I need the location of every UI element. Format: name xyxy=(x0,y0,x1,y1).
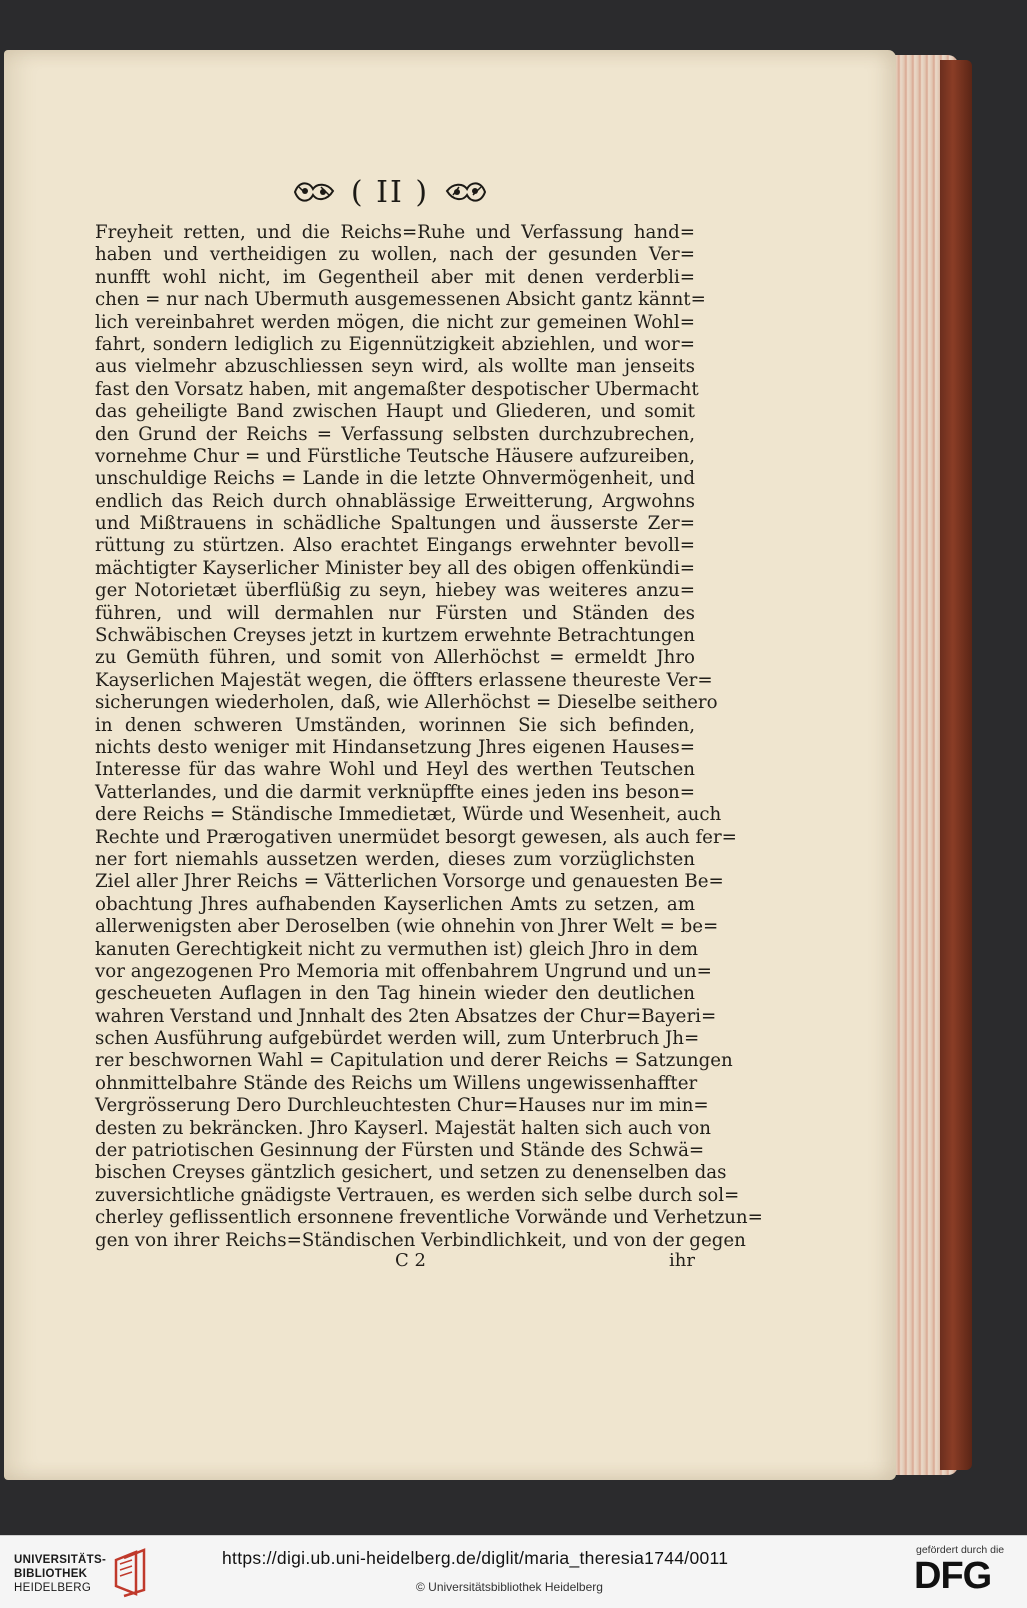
text-line: cherley geflissentlich ersonnene freventliche Vorwände und Verhetzun= xyxy=(95,1207,763,1229)
text-line: führen, und will dermahlen nur Fürsten und Ständen des xyxy=(95,602,695,624)
funder-name: DFG xyxy=(914,1555,992,1597)
text-line: rer beschwornen Wahl = Capitulation und derer Reichs = Satzungen xyxy=(95,1050,733,1072)
text-line: nichts desto weniger mit Hindansetzung Jhres eigenen Hauses= xyxy=(95,736,695,758)
text-line: ner fort niemahls aussetzen werden, dieses zum vorzüglichsten xyxy=(95,848,695,870)
text-line: dere Reichs = Ständische Immedietæt, Würde und Wesenheit, auch xyxy=(95,804,722,826)
text-line: fahrt, sondern lediglich zu Eigennützigkeit abziehlen, und wor= xyxy=(95,333,695,355)
text-line: ohnmittelbahre Stände des Reichs um Willens ungewissenhaffter xyxy=(95,1072,698,1094)
text-line: vornehme Chur = und Fürstliche Teutsche Häusere aufzureiben, xyxy=(95,445,695,467)
signature-mark: C 2 xyxy=(395,1250,426,1271)
text-line: unschuldige Reichs = Lande in die letzte Ohnvermögenheit, und xyxy=(95,468,695,490)
text-line: chen = nur nach Ubermuth ausgemessenen Absicht gantz kännt= xyxy=(95,289,706,311)
text-line: gen von ihrer Reichs=Ständischen Verbindlichkeit, und von der gegen xyxy=(95,1229,746,1251)
text-line: aus vielmehr abzuschliessen seyn wird, als wollte man jenseits xyxy=(95,356,695,378)
library-name-line3: HEIDELBERG xyxy=(14,1582,92,1594)
text-line: und Mißtrauens in schädliche Spaltungen und äusserste Zer= xyxy=(95,513,695,535)
text-line: kanuten Gerechtigkeit nicht zu vermuthen ist) gleich Jhro in dem xyxy=(95,938,698,960)
text-line: Ziel aller Jhrer Reichs = Vätterlichen Vorsorge und genauesten Be= xyxy=(95,871,724,893)
library-emblem-icon xyxy=(112,1550,148,1598)
library-logo[interactable] xyxy=(14,1550,148,1598)
text-line: allerwenigsten aber Deroselben (wie ohnehin von Jhrer Welt = be= xyxy=(95,916,719,938)
page-footer-marks xyxy=(395,1250,695,1276)
text-line: Kayserlichen Majestät wegen, die öffters erlassene theureste Ver= xyxy=(95,669,713,691)
text-line: Rechte und Prærogativen unermüdet besorgt gewesen, als auch fer= xyxy=(95,826,737,848)
funder-logo[interactable] xyxy=(914,1544,1019,1596)
catchword: ihr xyxy=(669,1250,695,1271)
text-line: rüttung zu stürtzen. Also erachtet Eingangs erwehnter bevoll= xyxy=(95,535,695,557)
text-line: vor angezogenen Pro Memoria mit offenbahrem Ungrund und un= xyxy=(95,960,712,982)
text-line: Vatterlandes, und die darmit verknüpffte eines jeden ins beson= xyxy=(95,781,695,803)
text-line: Interesse für das wahre Wohl und Heyl des werthen Teutschen xyxy=(95,759,695,781)
text-line: Freyheit retten, und die Reichs=Ruhe und Verfassung hand= xyxy=(95,222,695,243)
text-line: desten zu bekräncken. Jhro Kayserl. Majestät halten sich auch von xyxy=(95,1117,712,1139)
text-line: der patriotischen Gesinnung der Fürsten und Stände des Schwä= xyxy=(95,1140,705,1162)
text-line: haben und vertheidigen zu wollen, nach der gesunden Ver= xyxy=(95,244,695,266)
text-line: ger Notorietæt überflüßig zu seyn, hiebey was weiteres anzu= xyxy=(95,580,695,602)
text-line: fast den Vorsatz haben, mit angemaßter despotischer Ubermacht xyxy=(95,378,699,400)
document-url-link[interactable]: https://digi.ub.uni-heidelberg.de/diglit/maria_theresia1744/0011 xyxy=(222,1548,729,1568)
text-line: obachtung Jhres aufhabenden Kayserlichen Amts zu setzen, am xyxy=(95,893,695,915)
text-line: zuversichtliche gnädigste Vertrauen, es werden sich selbe durch sol= xyxy=(95,1184,740,1206)
text-line: sicherungen wiederholen, daß, wie Allerhöchst = Dieselbe seithero xyxy=(95,692,718,714)
text-line: bischen Creyses gäntzlich gesichert, und setzen zu denenselben das xyxy=(95,1162,727,1184)
copyright-text: © Universitätsbibliothek Heidelberg xyxy=(416,1580,603,1594)
book-cover-edge xyxy=(940,60,972,1470)
text-line: das geheiligte Band zwischen Haupt und Gliederen, und somit xyxy=(95,401,695,423)
text-line: lich vereinbahret werden mögen, die nicht zur gemeinen Wohl= xyxy=(95,311,695,333)
text-line: nunfft wohl nicht, im Gegentheil aber mit denen verderbli= xyxy=(95,266,695,288)
library-name-line2: BIBLIOTHEK xyxy=(14,1568,88,1580)
page-body-text xyxy=(95,222,763,1252)
viewer-footer xyxy=(0,1535,1027,1608)
text-line: endlich das Reich durch ohnablässige Erweitterung, Argwohns xyxy=(95,490,695,512)
text-line: Schwäbischen Creyses jetzt in kurtzem erwehnte Betrachtungen xyxy=(95,625,695,647)
text-line: den Grund der Reichs = Verfassung selbsten durchzubrechen, xyxy=(95,423,695,445)
text-line: mächtigter Kayserlicher Minister bey all des obigen offenkündi= xyxy=(95,557,695,579)
text-line: Vergrösserung Dero Durchleuchtesten Chur=Hauses nur im min= xyxy=(95,1095,709,1117)
right-ornament-icon xyxy=(443,179,489,205)
funder-note: gefördert durch die xyxy=(916,1544,1005,1556)
left-ornament-icon xyxy=(291,179,337,205)
page-number: ( II ) xyxy=(350,174,430,210)
text-line: schen Ausführung aufgebürdet werden will, zum Unterbruch Jh= xyxy=(95,1028,700,1050)
text-line: gescheueten Auflagen in den Tag hinein wieder den deutlichen xyxy=(95,983,695,1005)
text-line: zu Gemüth führen, und somit von Allerhöchst = ermeldt Jhro xyxy=(95,647,695,669)
page-header xyxy=(260,172,520,212)
text-line: wahren Verstand und Jnnhalt des 2ten Absatzes der Chur=Bayeri= xyxy=(95,1005,717,1027)
text-line: in denen schweren Umständen, worinnen Sie sich befinden, xyxy=(95,714,695,736)
library-name-line1: UNIVERSITÄTS- xyxy=(14,1554,107,1566)
